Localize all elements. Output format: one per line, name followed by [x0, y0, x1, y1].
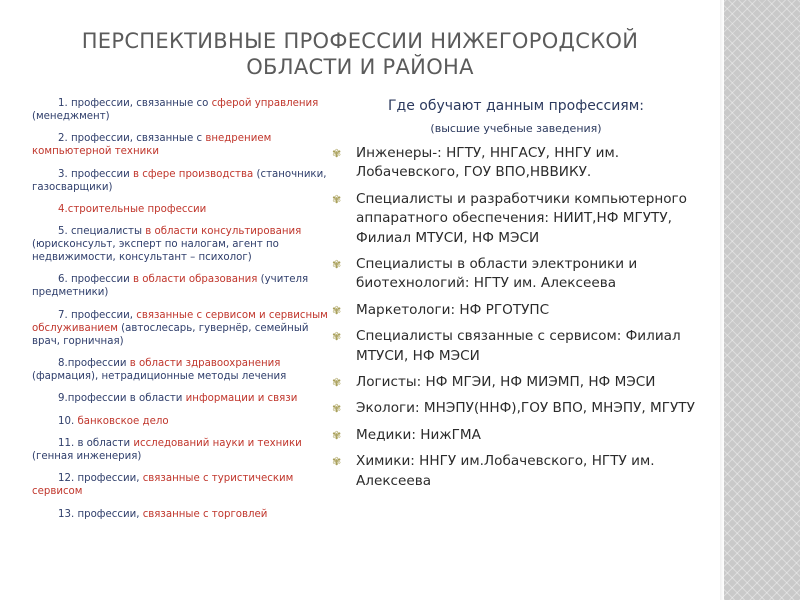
institution-text: Логисты: НФ МГЭИ, НФ МИЭМП, НФ МЭСИ [356, 374, 656, 391]
institution-text: Экологи: МНЭПУ(ННФ),ГОУ ВПО, МНЭПУ, МГУТУ [356, 400, 695, 417]
profession-item [32, 132, 332, 158]
institution-item [330, 301, 702, 320]
profession-highlight: информации и связи [185, 393, 298, 405]
education-heading: Где обучают данным профессиям: [387, 98, 645, 114]
profession-text: 13. профессии, [58, 508, 143, 520]
profession-highlight: сферой управления [211, 98, 319, 109]
profession-highlight: связанные с туристическим сервисом [32, 473, 294, 498]
profession-text: 10. [58, 415, 78, 427]
profession-highlight: в сфере производства [132, 168, 254, 180]
institution-item [330, 452, 702, 491]
profession-text: 5. специалисты [58, 226, 146, 238]
institution-text: Химики: ННГУ им.Лобачевского, НГТУ им. Алексеева [356, 453, 655, 489]
profession-highlight: 4.строительные профессии [58, 203, 207, 215]
profession-item [32, 168, 332, 194]
profession-item [32, 392, 332, 405]
flower-bullet-icon: ✾ [332, 258, 342, 272]
profession-text: 11. в области [58, 437, 134, 449]
education-section [330, 96, 702, 498]
institution-item [330, 190, 702, 248]
flower-bullet-icon: ✾ [332, 402, 342, 416]
profession-highlight: внедрением компьютерной техники [32, 133, 272, 158]
flower-bullet-icon: ✾ [332, 147, 342, 160]
profession-text: 6. профессии [58, 274, 133, 286]
institution-text: Маркетологи: НФ РГОТУПС [356, 301, 550, 318]
slide-title-line2: ОБЛАСТИ И РАЙОНА [246, 55, 474, 79]
flower-bullet-icon: ✾ [332, 455, 342, 469]
institution-item [330, 373, 702, 392]
institution-text: Медики: НижГМА [356, 426, 481, 443]
institution-item [330, 426, 702, 445]
slide-title [60, 28, 660, 80]
profession-text: 1. профессии, связанные со [58, 98, 212, 109]
profession-text: 8.профессии [58, 358, 130, 370]
profession-item [32, 415, 332, 428]
profession-text: (генная инженерия) [32, 450, 142, 462]
profession-item [32, 273, 332, 299]
profession-highlight: в области образования [132, 274, 258, 286]
profession-text: (юрисконсульт, эксперт по налогам, агент по недвижимости, консультант – психолог) [32, 239, 279, 264]
profession-highlight: связанные с торговлей [142, 508, 268, 520]
profession-text: (станочники, газосварщики) [32, 168, 327, 193]
education-subheading: (высшие учебные заведения) [430, 122, 602, 135]
profession-text: (фармация), нетрадиционные методы лечения [32, 371, 287, 383]
flower-bullet-icon: ✾ [332, 376, 342, 390]
slide-title-line1: ПЕРСПЕКТИВНЫЕ ПРОФЕССИИ НИЖЕГОРОДСКОЙ [81, 29, 639, 53]
profession-text: 9.профессии в области [58, 393, 186, 405]
profession-item [32, 357, 332, 383]
profession-text: 2. профессии, связанные с [58, 133, 206, 145]
institution-item [330, 327, 702, 366]
flower-bullet-icon: ✾ [332, 428, 342, 442]
institution-text: Специалисты и разработчики компьютерного аппаратного обеспечения: НИИТ,НФ МГУТУ, Филиал МТУСИ, НФ МЭСИ [356, 190, 687, 246]
profession-highlight: банковское дело [77, 415, 169, 427]
profession-item [32, 437, 332, 463]
institution-text: Специалисты в области электроники и биотехнологий: НГТУ им. Алексеева [356, 256, 638, 292]
profession-item [32, 508, 332, 521]
profession-highlight: связанные с сервисом и сервисным обслуживанием [32, 309, 328, 334]
profession-text: 7. профессии, [58, 309, 137, 321]
institution-item [330, 255, 702, 294]
profession-text: (учителя предметники) [32, 274, 309, 299]
institution-text: Специалисты связанные с сервисом: Филиал МТУСИ, НФ МЭСИ [356, 328, 681, 364]
profession-text: 3. профессии [58, 168, 133, 180]
institution-item [330, 399, 702, 418]
institution-text: Инженеры-: НГТУ, ННГАСУ, ННГУ им. Лобачевского, ГОУ ВПО,НВВИКУ. [356, 145, 620, 181]
professions-list [32, 97, 332, 530]
profession-highlight: исследований науки и техники [133, 437, 302, 449]
profession-highlight: в области консультирования [145, 226, 302, 238]
profession-text: (менеджмент) [32, 111, 110, 122]
profession-item [32, 309, 332, 348]
profession-item [32, 97, 332, 123]
institutions-list [330, 144, 702, 491]
flower-bullet-icon: ✾ [332, 330, 342, 344]
profession-highlight: в области здравоохранения [129, 358, 281, 370]
profession-text: 12. профессии, [58, 473, 143, 485]
flower-bullet-icon: ✾ [332, 192, 342, 206]
profession-item [32, 472, 332, 498]
profession-item [32, 203, 332, 216]
flower-bullet-icon: ✾ [332, 303, 342, 317]
profession-text: (автослесарь, гувернёр, семейный врач, горничная) [32, 322, 309, 347]
decorative-side-strip [724, 0, 800, 600]
profession-item [32, 225, 332, 264]
institution-item [330, 144, 702, 183]
